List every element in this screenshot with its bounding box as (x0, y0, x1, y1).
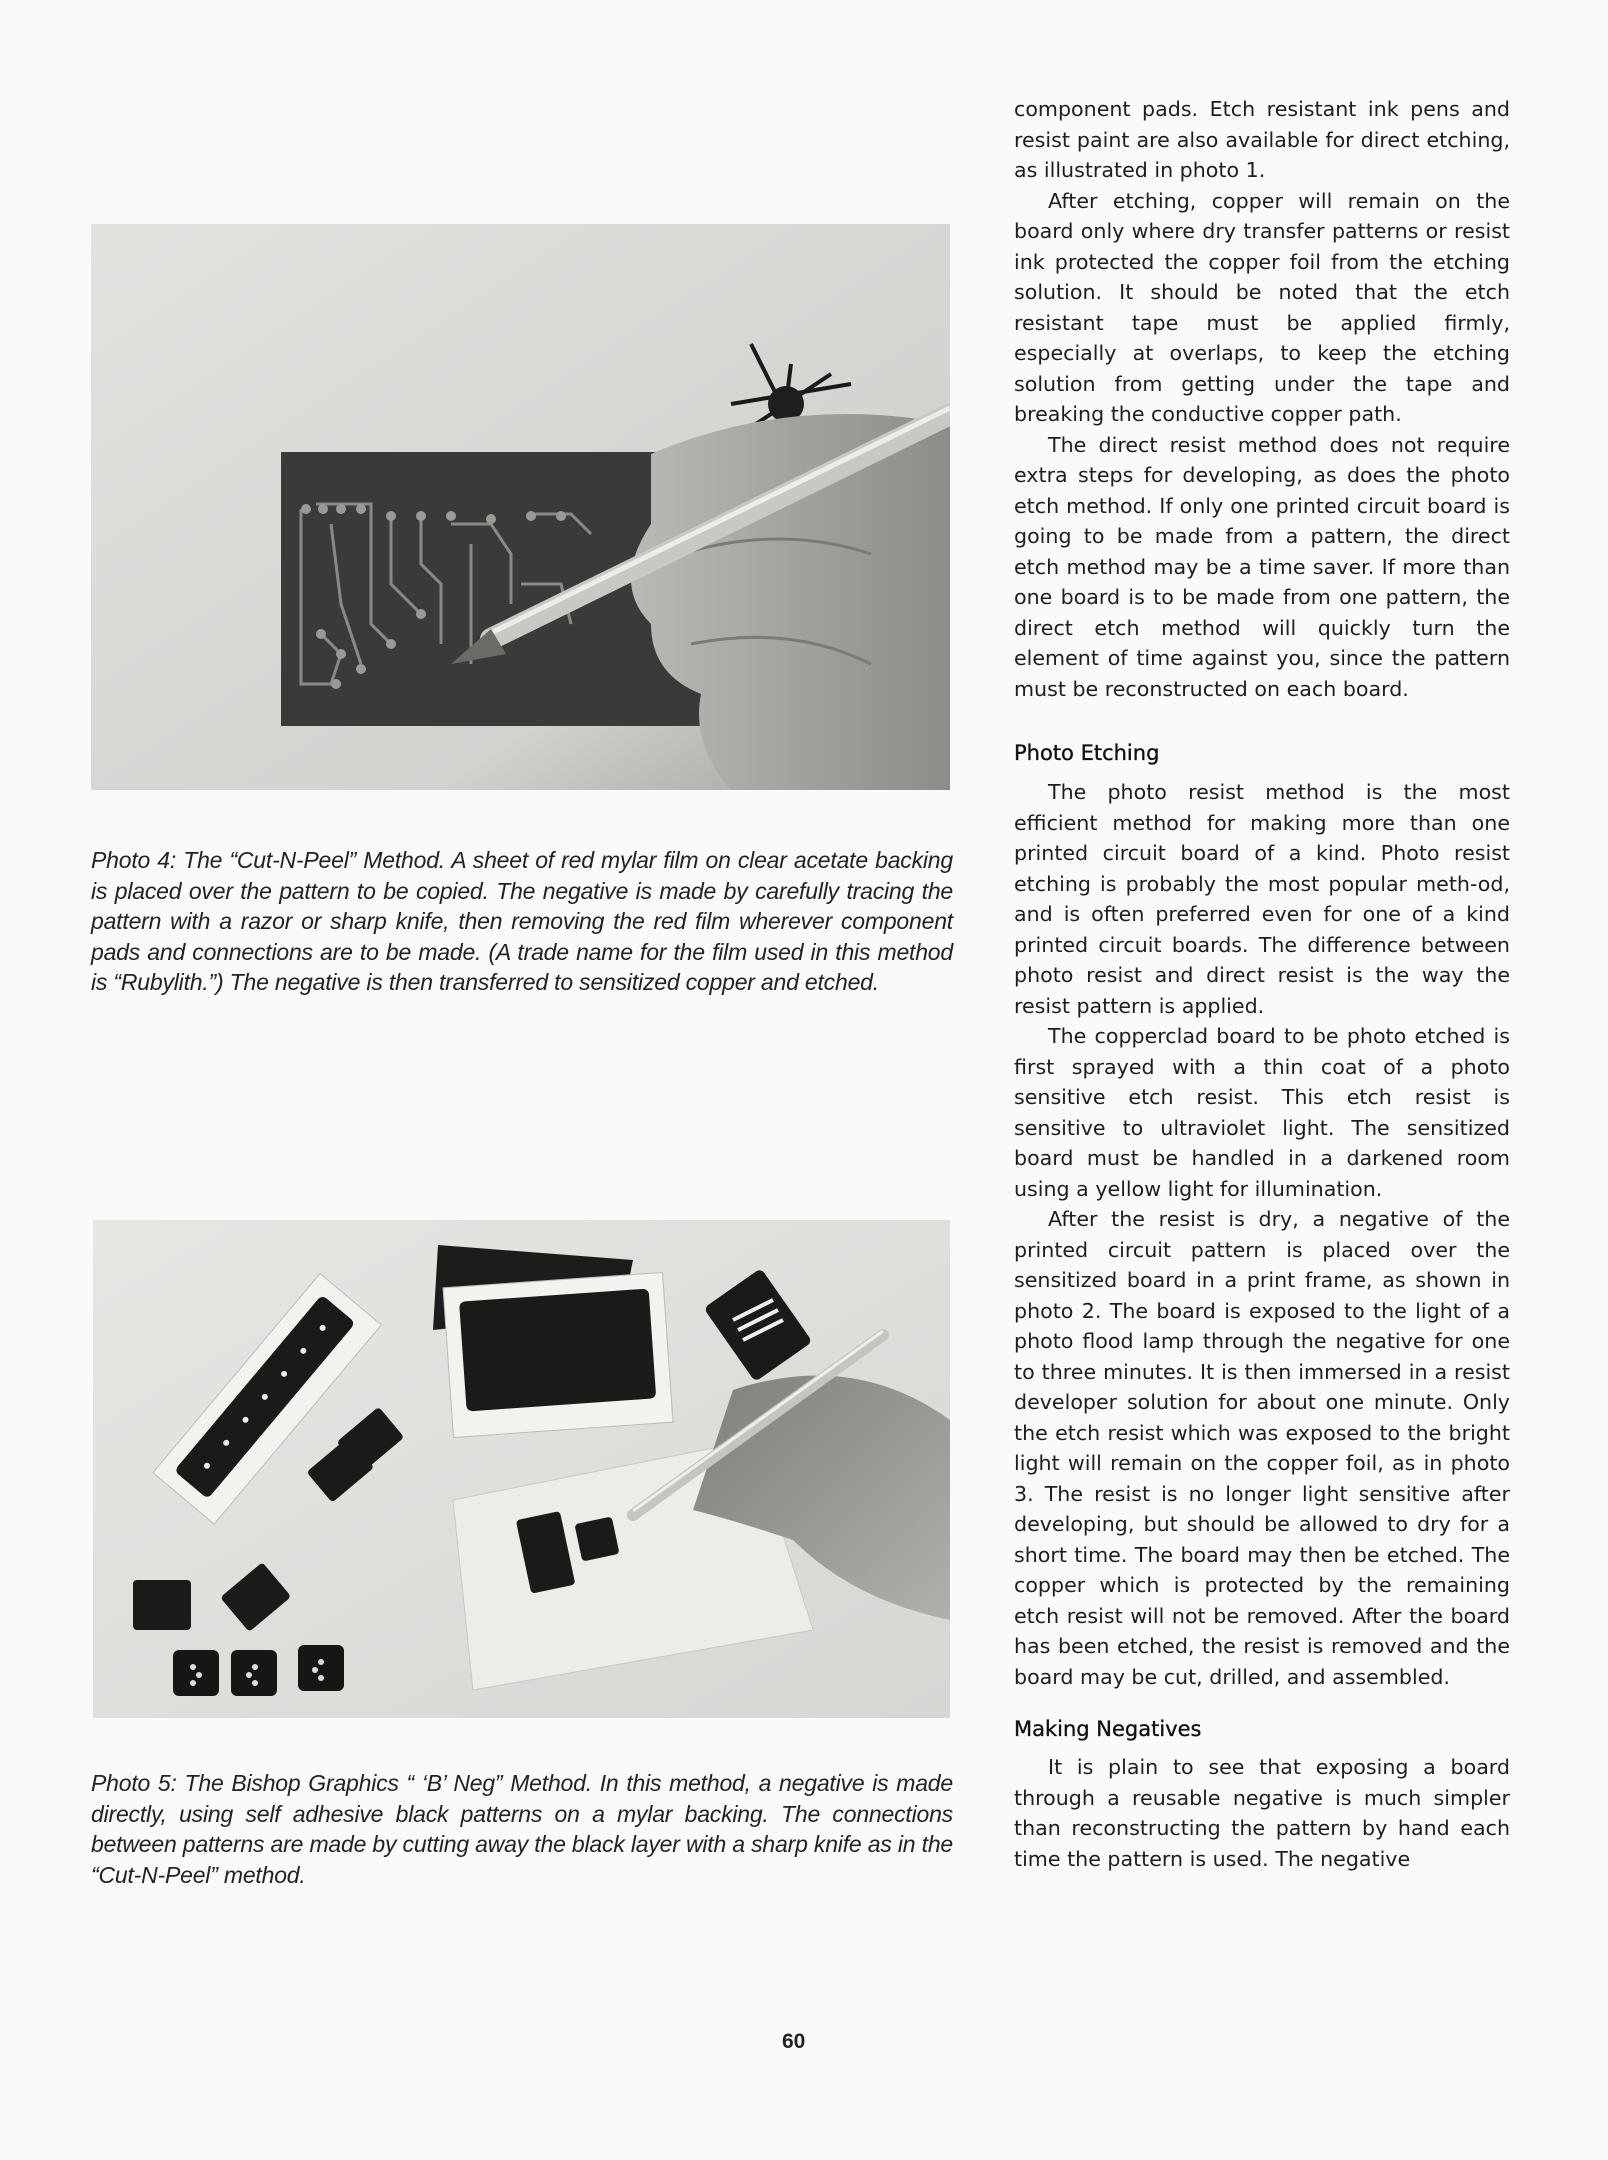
photo-5-b-neg (93, 1220, 950, 1718)
article-column (1014, 94, 1510, 1874)
paragraph: After the resist is dry, a negative of the printed circuit pattern is placed over the sensitized board in a print frame, as shown in photo 2. The board is exposed to the light of a photo flood lamp through the negative for one to three minutes. It is then immersed in a resist developer solution for about one minute. Only the etch resist which was exposed to the bright light will remain on the copper foil, as in photo 3. The resist is no longer light sensitive after developing, but should be allowed to dry for a short time. The board may then be etched. The copper which is protected by the remaining etch resist will not be removed. After the board has been etched, the resist is removed and the board may be cut, drilled, and assembled. (1014, 1207, 1510, 1689)
photo-4-image (91, 224, 950, 790)
photo-5-image (93, 1220, 950, 1718)
page-number: 60 (782, 2030, 806, 2053)
paragraph: After etching, copper will remain on the board only where dry transfer patterns or resist ink protected the copper foil from the etching solution. It should be noted that the etch resistant tape must be applied firmly, especially at overlaps, to keep the etching solution from getting under the tape and breaking the conductive copper path. (1014, 188, 1510, 426)
section-heading-making-negatives: Making Negatives (1014, 1717, 1202, 1741)
paragraph: The photo resist method is the most efficient method for making more than one printed circuit board of a kind. Photo resist etching is probably the most popular meth-od, and is often preferred even for one of a kind printed circuit boards. The difference between photo resist and direct resist is the way the resist pattern is applied. (1014, 780, 1510, 1018)
section-heading-photo-etching: Photo Etching (1014, 741, 1160, 765)
paragraph: The direct resist method does not require extra steps for developing, as does the photo etch method. If only one printed circuit board is going to be made from a pattern, the direct etch method may be a time saver. If more than one board is to be made from one pattern, the direct etch method will quickly turn the element of time against you, since the pattern must be reconstructed on each board. (1014, 432, 1510, 701)
paragraph: The copperclad board to be photo etched is first sprayed with a thin coat of a photo sensitive etch resist. This etch resist is sensitive to ultraviolet light. The sensitized board must be handled in a darkened room using a yellow light for illumination. (1014, 1024, 1510, 1201)
paragraph: component pads. Etch resistant ink pens and resist paint are also available for direct etching, as illustrated in photo 1. (1014, 97, 1510, 182)
paragraph: It is plain to see that exposing a board through a reusable negative is much simpler than reconstructing the pattern by hand each time the pattern is used. The negative (1014, 1755, 1510, 1871)
photo-4-caption: Photo 4: The “Cut-N-Peel” Method. A sheet of red mylar film on clear acetate backing is placed over the pattern to be copied. The negative is made by carefully tracing the pattern with a razor or sharp knife, then removing the red film wherever component pads and connections are to be made. (A trade name for the film used in this method is “Rubylith.”) The negative is then transferred to sensitized copper and etched. (91, 847, 953, 996)
photo-5-caption: Photo 5: The Bishop Graphics “ ‘B’ Neg” Method. In this method, a negative is made directly, using self adhesive black patterns on a mylar backing. The connections between patterns are made by cutting away the black layer with a sharp knife as in the “Cut-N-Peel” method. (91, 1770, 953, 1888)
photo-4-cut-n-peel (91, 224, 950, 790)
